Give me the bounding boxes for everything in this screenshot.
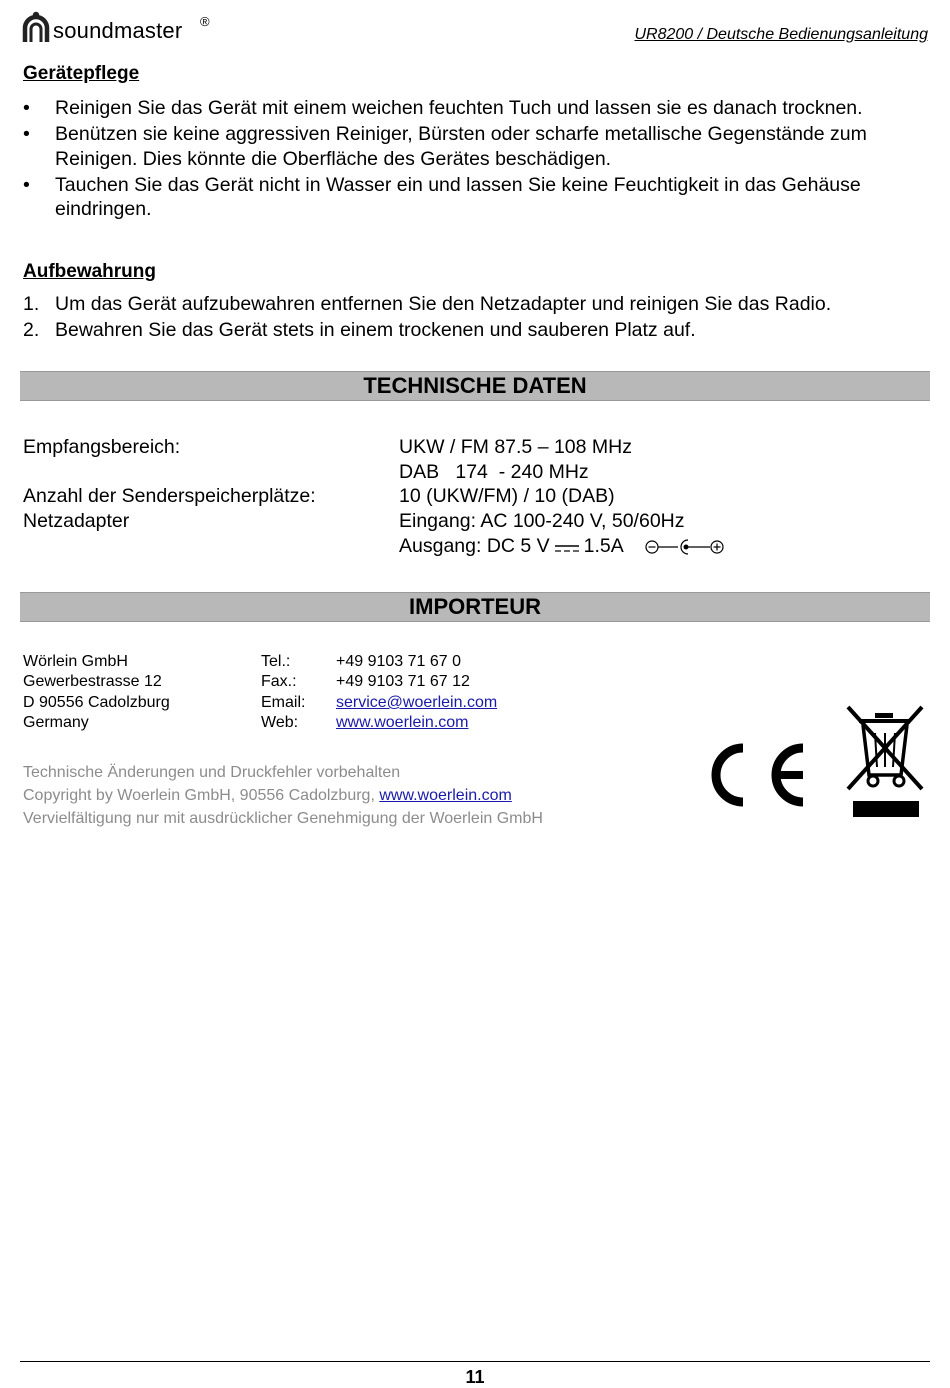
presets-value: 10 (UKW/FM) / 10 (DAB) bbox=[399, 485, 615, 507]
email-label: Email: bbox=[261, 694, 306, 711]
brand-logo bbox=[22, 8, 222, 48]
tech-section-heading: TECHNISCHE DATEN bbox=[20, 371, 930, 401]
adapter-label: Netzadapter bbox=[23, 510, 130, 532]
copyright-web-link[interactable]: www.woerlein.com bbox=[379, 787, 512, 804]
crossed-out-wheelie-bin-icon bbox=[845, 705, 925, 820]
bullet: • bbox=[23, 173, 30, 196]
adapter-input-value: Eingang: AC 100-240 V, 50/60Hz bbox=[399, 510, 685, 532]
legal-changes: Technische Änderungen und Druckfehler vorbehalten bbox=[23, 764, 401, 781]
list-item: • Tauchen Sie das Gerät nicht in Wasser ein und lassen Sie keine Feuchtigkeit in das Gehäuse eindringen. bbox=[23, 173, 861, 220]
web-link[interactable]: www.woerlein.com bbox=[336, 714, 469, 731]
care-heading: Gerätepflege bbox=[23, 63, 140, 84]
importer-city: D 90556 Cadolzburg bbox=[23, 694, 170, 711]
tel-label: Tel.: bbox=[261, 653, 291, 670]
fax-value: +49 9103 71 67 12 bbox=[336, 673, 470, 690]
adapter-output-value: Ausgang: DC 5 V 1.5A bbox=[399, 534, 728, 559]
list-item: • Benützen sie keine aggressiven Reiniger, Bürsten oder scharfe metallische Gegenstände zum Reinigen. Dies könnte die Oberfläche des Gerätes beschädigen. bbox=[23, 123, 867, 170]
list-item: • Reinigen Sie das Gerät mit einem weichen feuchten Tuch und lassen sie es danach trocknen. bbox=[23, 97, 863, 119]
polarity-icon bbox=[644, 536, 728, 556]
care-list bbox=[23, 96, 923, 223]
email-link[interactable]: service@woerlein.com bbox=[336, 694, 498, 711]
list-item: 2. Bewahren Sie das Gerät stets in einem trockenen und sauberen Platz auf. bbox=[23, 319, 696, 341]
footer-divider bbox=[20, 1361, 930, 1362]
list-item: 1. Um das Gerät aufzubewahren entfernen Sie den Netzadapter und reinigen Sie das Radio. bbox=[23, 293, 832, 315]
dc-symbol-icon bbox=[552, 536, 582, 556]
fax-label: Fax.: bbox=[261, 673, 297, 690]
legal-copyright: Copyright by Woerlein GmbH, 90556 Cadolzburg, www.woerlein.com bbox=[23, 787, 512, 804]
web-label: Web: bbox=[261, 714, 299, 731]
range-dab-value: DAB 174 - 240 MHz bbox=[399, 461, 589, 483]
importer-country: Germany bbox=[23, 714, 89, 731]
storage-list bbox=[23, 292, 923, 344]
legal-reproduction: Vervielfältigung nur mit ausdrücklicher Genehmigung der Woerlein GmbH bbox=[23, 810, 543, 827]
document-title: UR8200 / Deutsche Bedienungsanleitung bbox=[634, 26, 928, 43]
registered-mark: ® bbox=[200, 14, 210, 29]
presets-label: Anzahl der Senderspeicherplätze: bbox=[23, 485, 316, 507]
storage-heading: Aufbewahrung bbox=[23, 261, 156, 282]
importer-company: Wörlein GmbH bbox=[23, 653, 128, 670]
brand-name: soundmaster bbox=[53, 18, 183, 43]
page-number: 11 bbox=[465, 1367, 485, 1387]
soundmaster-logo-icon bbox=[22, 10, 52, 46]
importer-street: Gewerbestrasse 12 bbox=[23, 673, 162, 690]
range-label: Empfangsbereich: bbox=[23, 436, 181, 458]
tel-value: +49 9103 71 67 0 bbox=[336, 653, 462, 670]
ce-mark-icon bbox=[710, 740, 810, 810]
range-fm-value: UKW / FM 87.5 – 108 MHz bbox=[399, 436, 632, 458]
importer-section-heading: IMPORTEUR bbox=[20, 592, 930, 622]
bullet: • bbox=[23, 97, 30, 119]
bullet: • bbox=[23, 123, 30, 145]
